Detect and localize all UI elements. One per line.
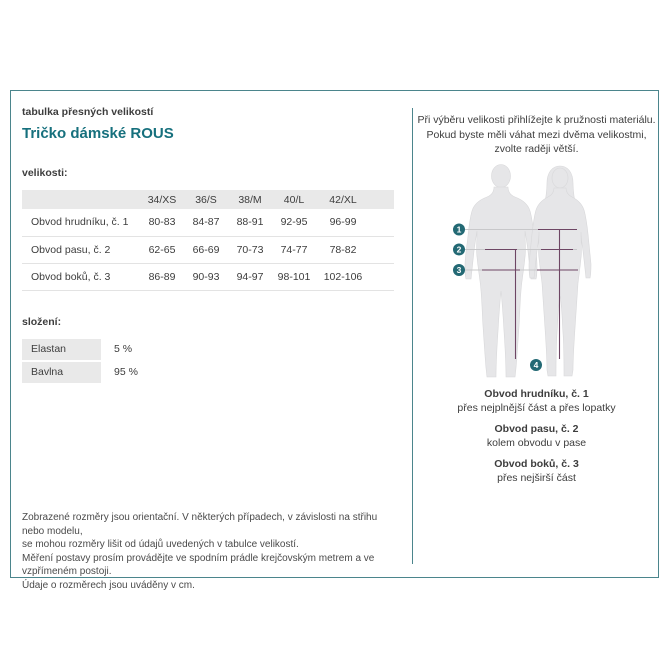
male-silhouette [465, 164, 537, 377]
header-empty-cell [22, 190, 140, 209]
composition-row [22, 339, 402, 360]
measurement-item [413, 387, 660, 415]
size-column-header: 42/XL [316, 190, 370, 209]
measurement-title: Obvod boků, č. 3 [494, 457, 579, 470]
size-cell: 62-65 [140, 236, 184, 263]
material-label: Elastan [22, 339, 101, 360]
left-pane [22, 106, 402, 385]
measurement-description: přes nejplnější část a přes lopatky [457, 401, 616, 414]
measurement-description: kolem obvodu v pase [486, 436, 587, 449]
composition-section-label: složení: [22, 315, 62, 328]
size-column-header: 38/M [228, 190, 272, 209]
row-label: Obvod pasu, č. 2 [22, 236, 140, 263]
advice-line: Při výběru velikosti přihlížejte k pružnosti materiálu. [417, 114, 656, 126]
disclaimer-line: Údaje o rozměrech jsou uváděny v cm. [22, 579, 195, 591]
figure-diagram [413, 161, 660, 383]
advice-line: Pokud byste měli váhat mezi dvěma velikostmi, [426, 128, 647, 141]
pad-cell [370, 236, 394, 263]
figure-marker-2 [453, 243, 465, 255]
row-label: Obvod boků, č. 3 [22, 263, 140, 290]
svg-text:3: 3 [456, 264, 461, 275]
size-chart-frame [10, 90, 659, 591]
size-cell: 90-93 [184, 263, 228, 290]
size-cell: 88-91 [228, 209, 272, 236]
chart-kicker: tabulka přesných velikostí [22, 106, 154, 118]
figure-marker-3 [453, 264, 465, 276]
measurement-item [413, 457, 660, 485]
material-percent: 5 % [114, 343, 133, 355]
pad-cell [370, 263, 394, 290]
figure-marker-4 [530, 359, 542, 371]
size-cell: 66-69 [184, 236, 228, 263]
measurement-item [413, 422, 660, 450]
table-row [22, 263, 394, 290]
table-row [22, 236, 394, 263]
composition-table [22, 339, 402, 383]
sizes-table-header-row [22, 190, 394, 209]
size-cell: 80-83 [140, 209, 184, 236]
disclaimer-line: Měření postavy prosím provádějte ve spodním prádle krejčovským metrem a ve vzpřímeném postoji. [22, 552, 375, 577]
size-cell: 74-77 [272, 236, 316, 263]
right-pane [413, 91, 660, 492]
size-cell: 92-95 [272, 209, 316, 236]
advice-line: zvolte raději větší. [494, 143, 579, 155]
size-cell: 70-73 [228, 236, 272, 263]
size-cell: 98-101 [272, 263, 316, 290]
size-column-header: 36/S [184, 190, 228, 209]
size-cell: 86-89 [140, 263, 184, 290]
pad-cell [370, 209, 394, 236]
disclaimer-line: se mohou rozměry lišit od údajů uvedených v tabulce velikostí. [22, 539, 299, 550]
size-column-header: 34/XS [140, 190, 184, 209]
measurement-descriptions [413, 387, 660, 485]
measurement-description: přes nejširší část [497, 471, 576, 484]
page-title: Tričko dámské ROUS [22, 125, 174, 142]
size-cell: 96-99 [316, 209, 370, 236]
size-advice-text [413, 113, 660, 157]
size-cell: 102-106 [316, 263, 370, 290]
material-label: Bavlna [22, 362, 101, 383]
disclaimer-line: Zobrazené rozměry jsou orientační. V některých případech, v závislosti na střihu nebo modelu, [22, 512, 378, 537]
material-percent: 95 % [114, 366, 138, 378]
size-cell: 78-82 [316, 236, 370, 263]
size-cell: 84-87 [184, 209, 228, 236]
row-label: Obvod hrudníku, č. 1 [22, 209, 140, 236]
svg-text:2: 2 [456, 244, 461, 254]
composition-row [22, 362, 402, 383]
measurement-title: Obvod hrudníku, č. 1 [484, 387, 589, 400]
sizes-table [22, 190, 394, 291]
svg-text:1: 1 [456, 224, 461, 234]
size-column-header: 40/L [272, 190, 316, 209]
disclaimer-text [22, 511, 402, 592]
size-cell: 94-97 [228, 263, 272, 290]
measurement-title: Obvod pasu, č. 2 [494, 422, 579, 435]
table-row [22, 209, 394, 236]
body-measurement-figure [437, 161, 637, 383]
sizes-section-label: velikosti: [22, 167, 68, 179]
header-pad-cell [370, 190, 394, 209]
svg-text:4: 4 [533, 359, 538, 370]
figure-marker-1 [453, 223, 465, 235]
